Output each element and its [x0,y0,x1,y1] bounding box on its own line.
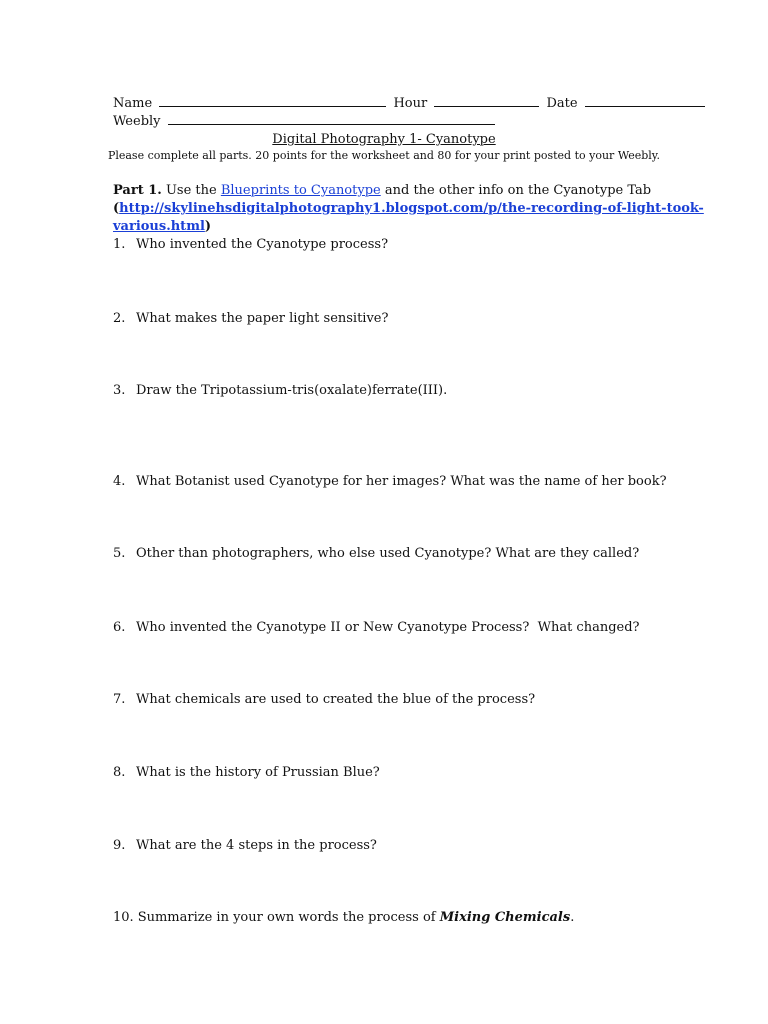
header-name-row [113,94,708,113]
question-number: 4. [113,474,126,489]
question-number: 1. [113,237,126,252]
question-number: 8. [113,765,126,780]
question-text: What makes the paper light sensitive? [136,311,389,326]
question-10 [113,909,574,927]
date-field[interactable] [585,94,705,107]
part1-intro [113,182,651,200]
question-9 [113,837,377,855]
question-7 [113,691,535,709]
hour-label: Hour [393,96,428,111]
question-number: 5. [113,546,126,561]
part1-text-after: and the other info on the Cyanotype Tab [384,183,652,198]
paren-close: ) [204,219,212,234]
question-text: Draw the Tripotassium-tris(oxalate)ferrate(III). [136,383,448,398]
hour-field[interactable] [434,94,539,107]
name-field[interactable] [159,94,386,107]
date-label: Date [546,96,578,111]
question-text: Other than photographers, who else used Cyanotype? What are they called? [136,546,640,561]
question-text: Who invented the Cyanotype II or New Cyanotype Process? What changed? [136,620,640,635]
question-text: What are the 4 steps in the process? [136,838,377,853]
worksheet-subtitle: Please complete all parts. 20 points for the worksheet and 80 for your print posted to your Weebly. [107,149,661,162]
paren-open: ( [113,201,120,216]
question-emphasis: Mixing Chemicals [439,910,571,925]
question-6 [113,619,640,637]
question-number: 3. [113,383,126,398]
question-4 [113,473,667,491]
weebly-field[interactable] [168,112,495,125]
question-text: What Botanist used Cyanotype for her images? What was the name of her book? [136,474,667,489]
question-number: 2. [113,311,126,326]
title-text: Digital Photography 1- Cyanotype [272,132,496,147]
worksheet-title [0,131,768,149]
header-weebly-row [113,112,498,131]
question-5 [113,545,639,563]
name-label: Name [113,96,153,111]
weebly-label: Weebly [113,114,161,129]
tab-url-link-line2[interactable]: various.html [113,219,205,234]
question-text-end: . [570,910,575,925]
question-number: 10. [113,910,134,925]
question-text: What is the history of Prussian Blue? [136,765,380,780]
question-number: 9. [113,838,126,853]
question-text: Summarize in your own words the process of [137,910,436,925]
question-2 [113,310,388,328]
question-text: Who invented the Cyanotype process? [136,237,389,252]
question-number: 7. [113,692,126,707]
question-8 [113,764,380,782]
question-number: 6. [113,620,126,635]
question-1 [113,236,388,254]
part1-url-row-2 [113,218,211,236]
part1-label: Part 1. [113,183,162,198]
question-text: What chemicals are used to created the blue of the process? [136,692,536,707]
blueprints-link[interactable]: Blueprints to Cyanotype [220,183,381,198]
tab-url-link-line1[interactable]: http://skylinehsdigitalphotography1.blogspot.com/p/the-recording-of-light-took- [119,201,704,216]
question-3 [113,382,447,400]
part1-text-before: Use the [165,183,217,198]
part1-url-row [113,200,704,218]
